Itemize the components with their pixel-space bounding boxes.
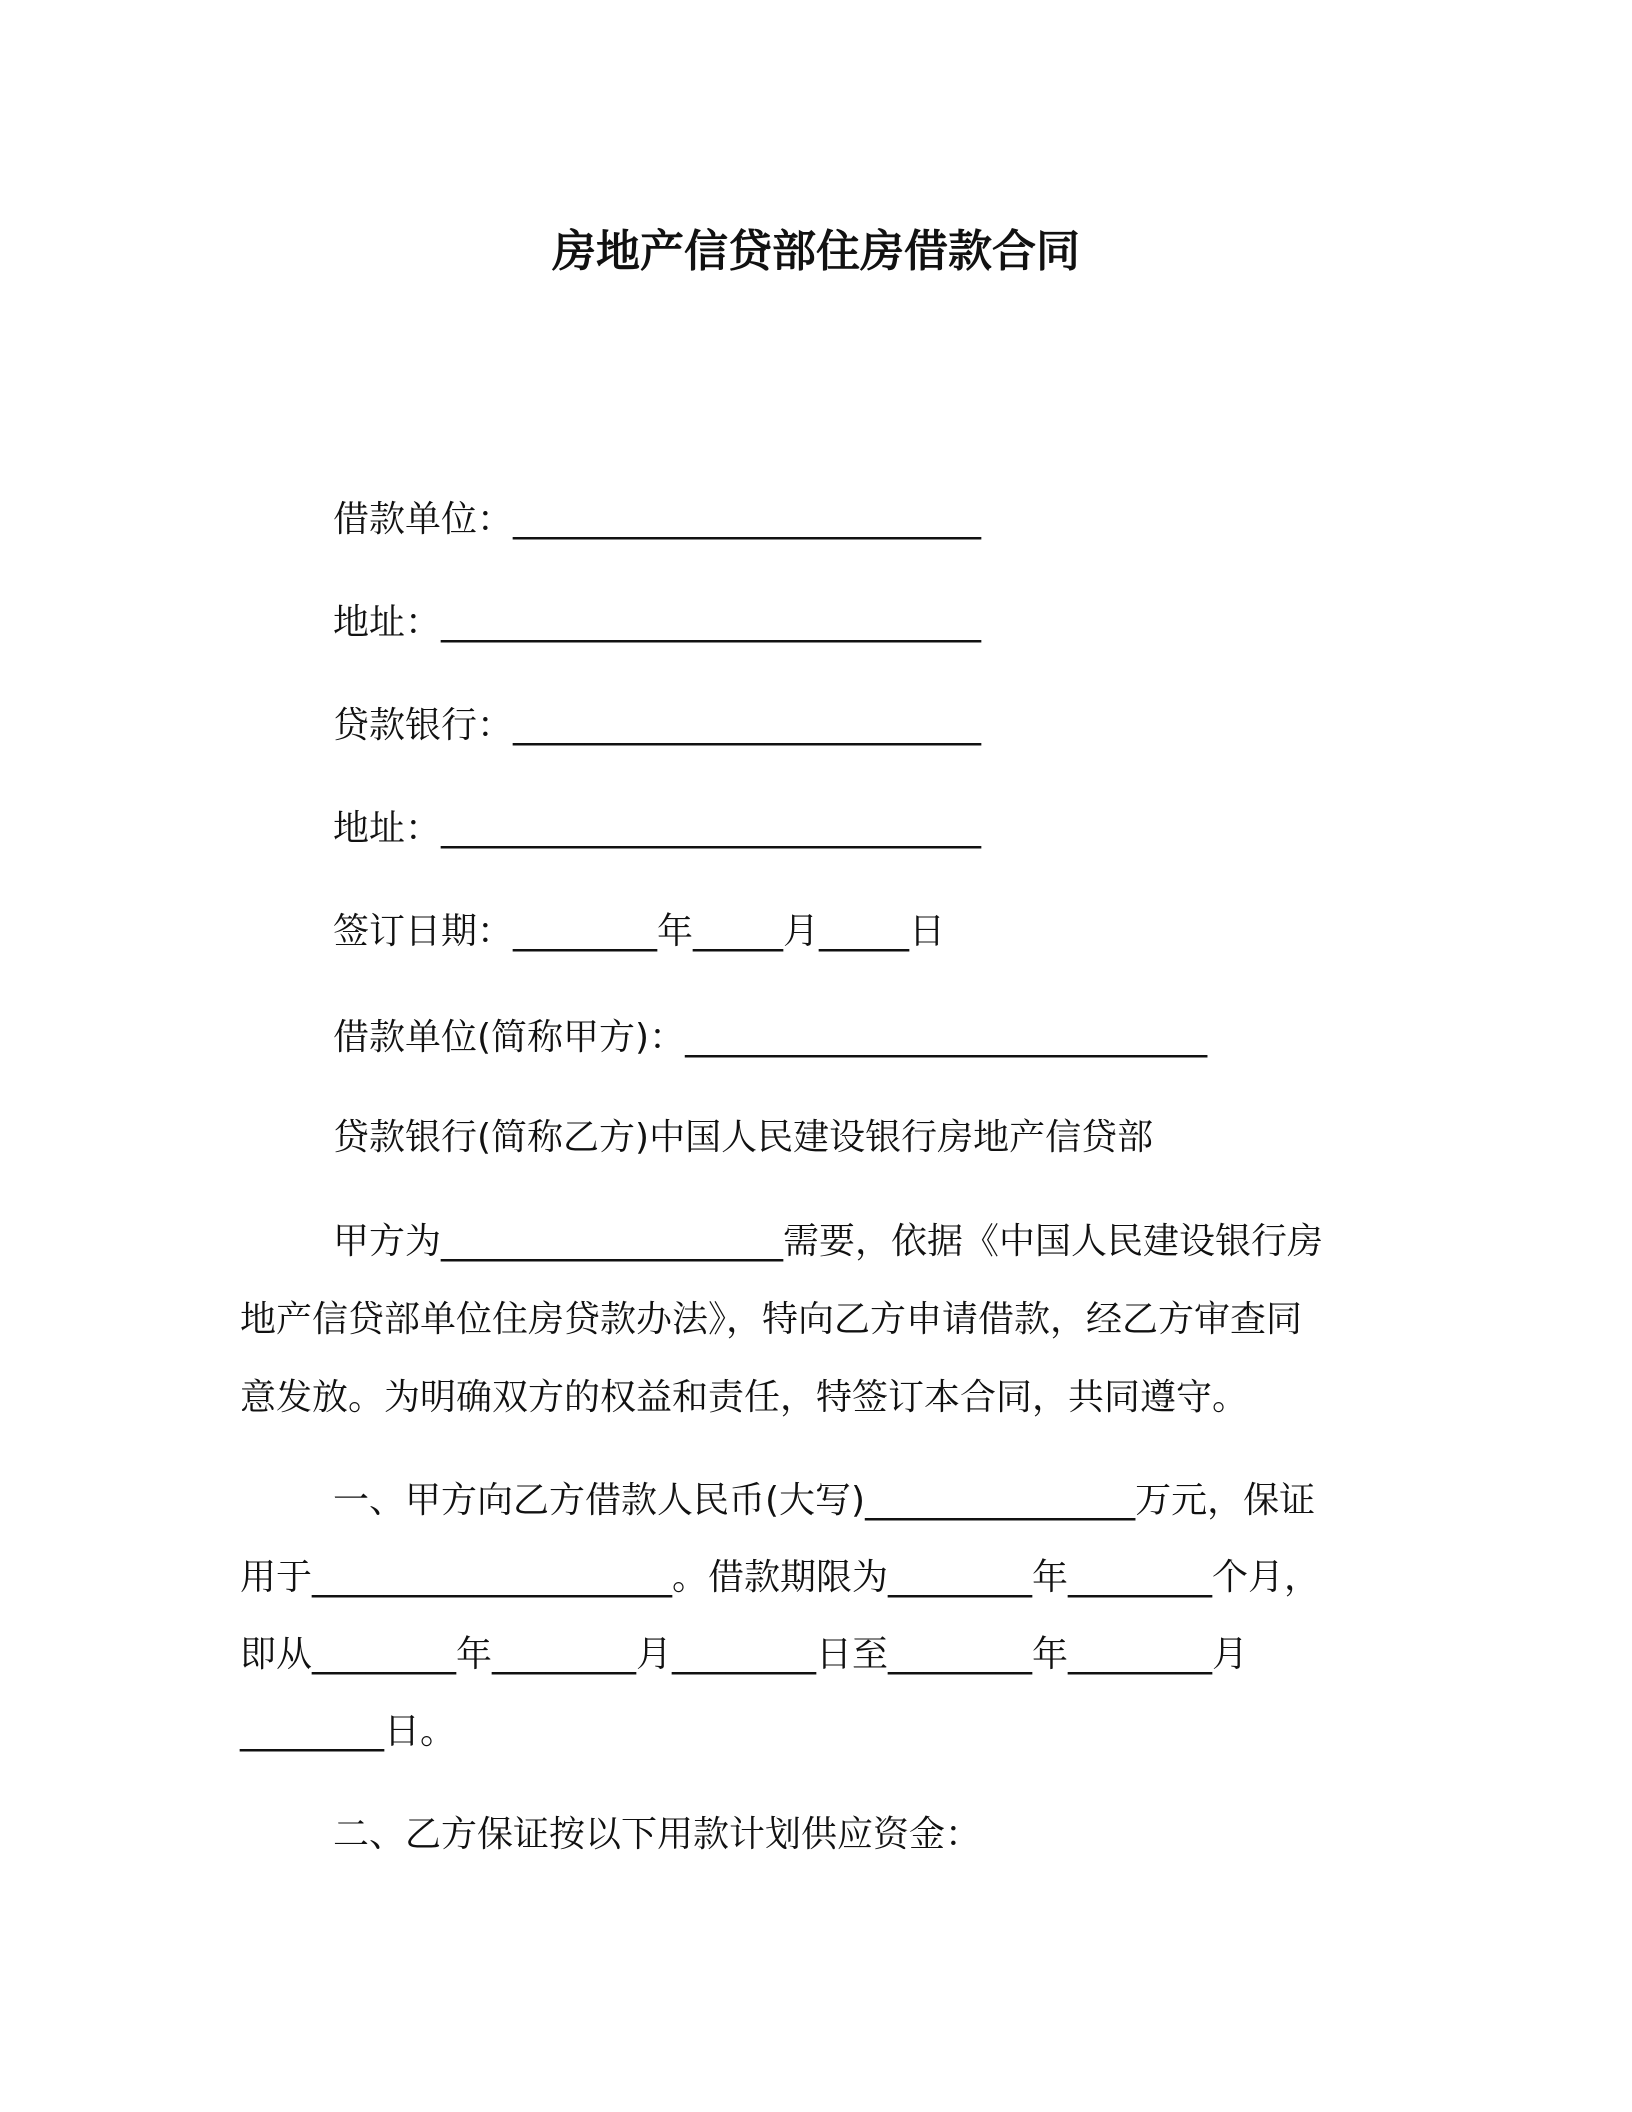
clause-one-line: 即从________年________月________日至________年________月 (240, 1634, 1248, 1675)
field-borrower-unit: 借款单位：__________________________ (333, 499, 982, 540)
clause-one-line: ________日。 (240, 1711, 457, 1752)
clause-one-line: 用于____________________。借款期限为________年________个月， (240, 1557, 1321, 1598)
clause-one-line: 一、甲方向乙方借款人民币(大写)_______________万元，保证 (333, 1480, 1316, 1521)
field-borrower-address: 地址：______________________________ (333, 602, 982, 643)
field-signing-date: 签订日期：________年_____月_____日 (333, 911, 946, 952)
intro-paragraph-line: 甲方为___________________需要，依据《中国人民建设银行房 (333, 1221, 1324, 1262)
field-party-b: 贷款银行(简称乙方)中国人民建设银行房地产信贷部 (333, 1117, 1154, 1158)
document-title: 房地产信贷部住房借款合同 (552, 226, 1080, 277)
intro-paragraph-line: 地产信贷部单位住房贷款办法》，特向乙方申请借款，经乙方审查同 (240, 1299, 1303, 1340)
clause-two-heading: 二、乙方保证按以下用款计划供应资金： (333, 1814, 982, 1855)
field-party-a: 借款单位(简称甲方)：_____________________________ (333, 1017, 1208, 1058)
field-lending-bank: 贷款银行：__________________________ (333, 705, 982, 746)
field-bank-address: 地址：______________________________ (333, 808, 982, 849)
intro-paragraph-line: 意发放。为明确双方的权益和责任，特签订本合同，共同遵守。 (240, 1377, 1249, 1418)
